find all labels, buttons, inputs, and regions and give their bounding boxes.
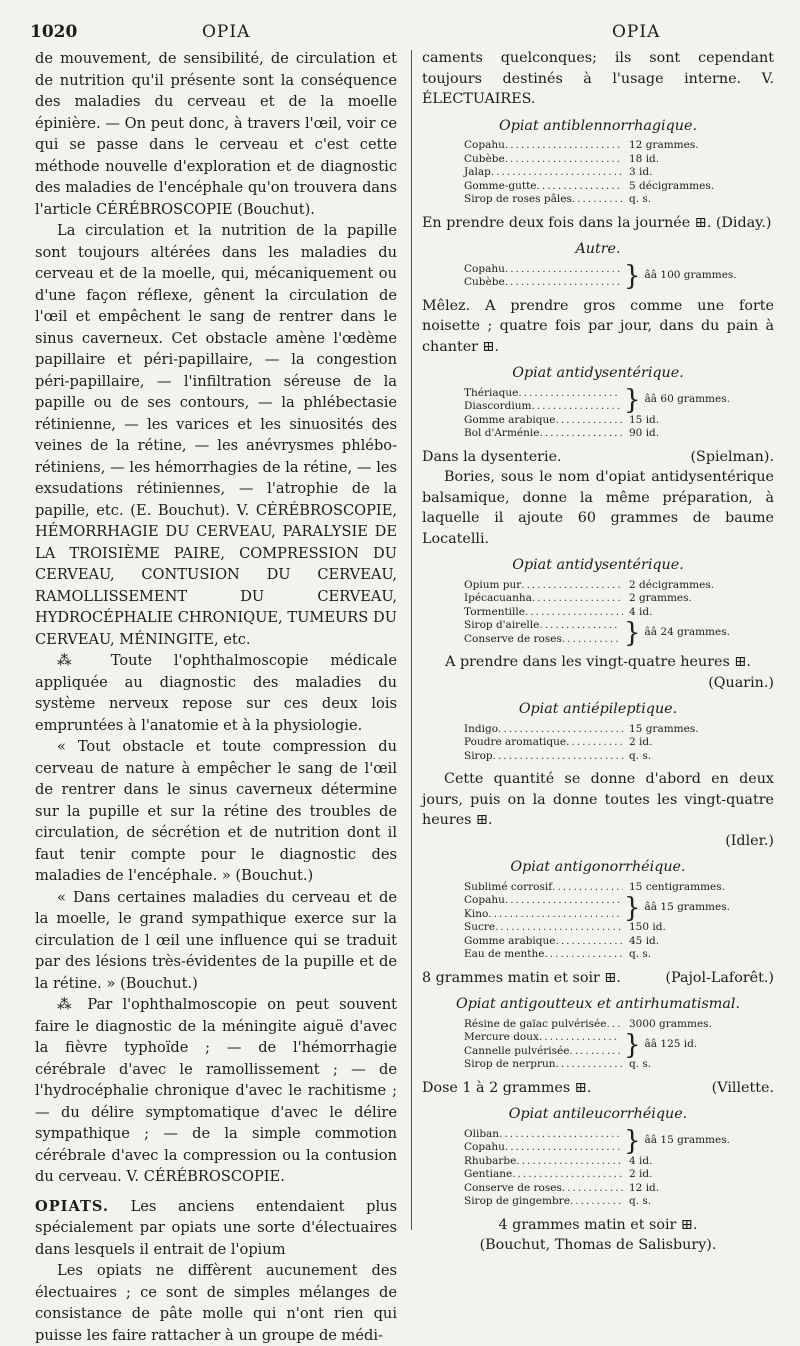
recipe-antidysenterique-2 bbox=[422, 555, 774, 693]
running-head-right: OPIA bbox=[612, 22, 661, 42]
paragraph: Les opiats ne diffèrent aucunement des électuaires ; ce sont de simples mélanges de consistance de pâte molle qui n'ont rien qui puisse les faire rattacher à un groupe de médi- bbox=[35, 1262, 397, 1344]
ingredient-row: Sucre ..... 150 id. bbox=[464, 921, 749, 935]
recipe-note: Cette quantité se donne d'abord en deux jours, puis on la donne toutes les vingt-quatre heures ⊞. bbox=[422, 771, 774, 828]
paragraph: ⁂ Toute l'ophthalmoscopie médicale appliquée au diagnostic des maladies du système nerveux repose sur ces deux lois empruntées à l'anatomie et à la physiologie. bbox=[35, 652, 397, 734]
ingredient-group: Mercure doux ..... Cannelle pulvérisée ..... } ââ 125 id. bbox=[464, 1031, 749, 1058]
paragraph: caments quelconques; ils sont cependant toujours destinés à l'usage interne. V. ÉLECTUAIRES. bbox=[422, 50, 774, 107]
brace-icon: } bbox=[624, 891, 641, 924]
ingredient-row: Gomme arabique ..... 45 id. bbox=[464, 935, 749, 949]
ingredient-row: Gentiane ..... 2 id. bbox=[464, 1168, 749, 1182]
page-header bbox=[30, 20, 770, 46]
left-column bbox=[35, 48, 397, 1346]
ingredient-row: Opium pur ..... 2 décigrammes. bbox=[464, 579, 749, 593]
recipe-note: A prendre dans les vingt-quatre heures ⊞. bbox=[445, 654, 751, 670]
ingredient-row: Bol d'Arménie ..... 90 id. bbox=[464, 427, 749, 441]
brace-icon: } bbox=[624, 1028, 641, 1061]
paragraph: ⁂ Par l'ophthalmoscopie on peut souvent faire le diagnostic de la méningite aiguë d'avec la fièvre typhoïde ; — de l'hémorrhagie cérébrale d'avec le ramollissement ; — de l'hydrocéphalie chronique d'avec le rachitisme ; — du délire symptomatique d'avec le délire sympathique ; — de la simple commotion cérébrale d'avec la compression ou la contusion du cerveau. V. CÉRÉBROSCOPIE. bbox=[35, 996, 397, 1185]
ingredient-list bbox=[464, 139, 749, 207]
recipe-title: Opiat antigoutteux et antirhumatismal. bbox=[455, 996, 741, 1012]
recipe-note: Dans la dysenterie. (Spielman). bbox=[422, 448, 774, 465]
ingredient-row: Tormentille ..... 4 id. bbox=[464, 606, 749, 620]
ingredient-group: Copahu ..... Kino ..... } ââ 15 grammes. bbox=[464, 894, 749, 921]
ingredient-row: Gomme-gutte ..... 5 décigrammes. bbox=[464, 180, 749, 194]
recipe-antidysenterique-1 bbox=[422, 363, 774, 549]
recipe-title: Opiat antigonorrhéique. bbox=[510, 859, 686, 875]
recipe-author: (Idler.) bbox=[725, 832, 774, 849]
quote-paragraph: « Dans certaines maladies du cerveau et de la moelle, le grand sympathique exerce sur la circulation de l œil une influence qui se traduit par des lésions très-évidentes de la pupille et de la rétine. » (Bouchut.) bbox=[35, 888, 397, 992]
ingredient-row: Eau de menthe ..... q. s. bbox=[464, 948, 749, 962]
ingredient-list bbox=[464, 1125, 749, 1209]
brace-icon: } bbox=[624, 260, 641, 292]
quote-paragraph: « Tout obstacle et toute compression du cerveau de nature à empêcher le sang de l'œil de rentrer dans le sinus caverneux détermine sur la pupille et sur la rétine des troubles de circulation, de sécrétion et de nutrition dont il faut tenir compte pour le diagnostic des maladies de l'encéphale. » (Bouchut.) bbox=[35, 738, 397, 884]
ingredient-group: Copahu ..... Cubèbe ..... } ââ 100 grammes. bbox=[464, 263, 749, 290]
recipe-title: Opiat antileucorrhéique. bbox=[508, 1106, 688, 1122]
ingredient-group: Thériaque ..... Diascordium ..... } ââ 60 grammes. bbox=[464, 387, 749, 414]
ingredient-group: Oliban ..... Copahu ..... } ââ 15 grammes. bbox=[464, 1128, 749, 1155]
recipe-note: En prendre deux fois dans la journée ⊞. (Diday.) bbox=[422, 214, 772, 231]
ingredient-list bbox=[464, 1018, 749, 1072]
ingredient-row: Ipécacuanha ..... 2 grammes. bbox=[464, 592, 749, 606]
recipe-antiepileptique bbox=[422, 699, 774, 851]
ingredient-list bbox=[464, 260, 749, 292]
ingredient-row: Indigo ..... 15 grammes. bbox=[464, 723, 749, 737]
recipe-antigonorrheique bbox=[422, 857, 774, 988]
recipe-title: Opiat antiblennorrhagique. bbox=[498, 117, 697, 134]
ingredient-row: Sirop de gingembre ..... q. s. bbox=[464, 1195, 749, 1209]
ingredient-list bbox=[464, 723, 749, 764]
paragraph: de mouvement, de sensibilité, de circulation et de nutrition qu'il présente sont la conséquence des maladies du cerveau et de la moelle épinière. — On peut donc, à travers l'œil, voir ce qui se passe dans le cerveau et c'est cette méthode nouvelle d'exploration et de diagnostic des maladies de l'encéphale qu'on trouvera dans l'article CÉRÉBROSCOPIE (Bouchut). bbox=[35, 50, 397, 218]
recipe-antigoutteux bbox=[422, 994, 774, 1098]
ingredient-row: Rhubarbe ..... 4 id. bbox=[464, 1155, 749, 1169]
brace-icon: } bbox=[624, 616, 641, 649]
entry-headword: OPIATS. bbox=[35, 1197, 109, 1215]
ingredient-list bbox=[464, 384, 749, 441]
right-column bbox=[422, 48, 774, 1256]
recipe-title: Opiat antidysentérique. bbox=[512, 365, 684, 381]
recipe-note: Dose 1 à 2 grammes ⊞. (Villette. bbox=[422, 1079, 774, 1096]
brace-icon: } bbox=[624, 384, 641, 416]
ingredient-row: Poudre aromatique ..... 2 id. bbox=[464, 736, 749, 750]
paragraph: La circulation et la nutrition de la papille sont toujours altérées dans les maladies du cerveau et de la moelle, qui, mécaniquement ou d'une façon réflexe, gênent la circulation de l'œil et empêchent le sang de rentrer dans le sinus caverneux. Cet obstacle amène l'œdème papillaire et péri-papillaire, — la congestion péri-papillaire, — l'infiltration séreuse de la papille ou de ses contours, — la phlébectasie rétinienne, — les varices et les sinuosités des veines de la rétine, — les anévrysmes phlébo-rétiniens, — les hémorrhagies de la rétine, — les exsudations rétiniennes, — l'atrophie de la papille, etc. (E. Bouchut). V. CÉRÉBROSCOPIE, HÉMORRHAGIE DU CERVEAU, PARALYSIE DE LA TROISIÈME PAIRE, COMPRESSION DU CERVEAU, CONTUSION DU CERVEAU, RAMOLLISSEMENT DU CERVEAU, HYDROCÉPHALIE CHRONIQUE, TUMEURS DU CERVEAU, MÉNINGITE, etc. bbox=[35, 222, 397, 648]
ingredient-row: Cubèbe ..... 18 id. bbox=[464, 153, 749, 167]
ingredient-list bbox=[464, 579, 749, 647]
recipe-autre bbox=[422, 239, 774, 357]
entry-opiats bbox=[35, 1196, 397, 1261]
recipe-title: Autre. bbox=[575, 241, 621, 257]
ingredient-list bbox=[464, 881, 749, 962]
ingredient-row: Jalap ..... 3 id. bbox=[464, 166, 749, 180]
recipe-note: Mêlez. A prendre gros comme une forte noisette ; quatre fois par jour, dans du pain à chanter ⊞. bbox=[422, 297, 774, 355]
ingredient-group: Sirop d'airelle ..... Conserve de roses ..... } ââ 24 grammes. bbox=[464, 619, 749, 646]
ingredient-row: Résine de gaïac pulvérisée ..... 3000 grammes. bbox=[464, 1018, 749, 1032]
entry-text: Les anciens entendaient plus spécialement par opiats une sorte d'électuaires dans lesquels il entrait de l'opium bbox=[35, 1197, 397, 1258]
page-number: 1020 bbox=[30, 22, 78, 42]
recipe-note: 8 grammes matin et soir ⊞. (Pajol-Laforêt.) bbox=[422, 969, 774, 986]
ingredient-row: Sirop de nerprun ..... q. s. bbox=[464, 1058, 749, 1072]
recipe-note: 4 grammes matin et soir ⊞. bbox=[498, 1216, 698, 1233]
ingredient-row: Sirop ..... q. s. bbox=[464, 750, 749, 764]
ingredient-row: Gomme arabique ..... 15 id. bbox=[464, 414, 749, 428]
running-head-left: OPIA bbox=[202, 22, 251, 42]
column-divider bbox=[411, 50, 412, 1230]
recipe-title: Opiat antiépileptique. bbox=[518, 701, 678, 717]
ingredient-row: Conserve de roses ..... 12 id. bbox=[464, 1182, 749, 1196]
recipe-author: (Quarin.) bbox=[708, 674, 774, 691]
ingredient-row: Copahu ..... 12 grammes. bbox=[464, 139, 749, 153]
recipe-antiblennorrhagique bbox=[422, 116, 774, 234]
brace-icon: } bbox=[624, 1125, 641, 1157]
paragraph: Bories, sous le nom d'opiat antidysentérique balsamique, donne la même préparation, à laquelle il ajoute 60 grammes de baume Locatelli. bbox=[422, 469, 774, 547]
recipe-title: Opiat antidysentérique. bbox=[512, 557, 684, 573]
ingredient-row: Sirop de roses pâles ..... q. s. bbox=[464, 193, 749, 207]
recipe-antileucorrheique bbox=[422, 1104, 774, 1256]
ingredient-row: Sublimé corrosif ..... 15 centigrammes. bbox=[464, 881, 749, 895]
recipe-author: (Bouchut, Thomas de Salisbury). bbox=[479, 1237, 717, 1253]
